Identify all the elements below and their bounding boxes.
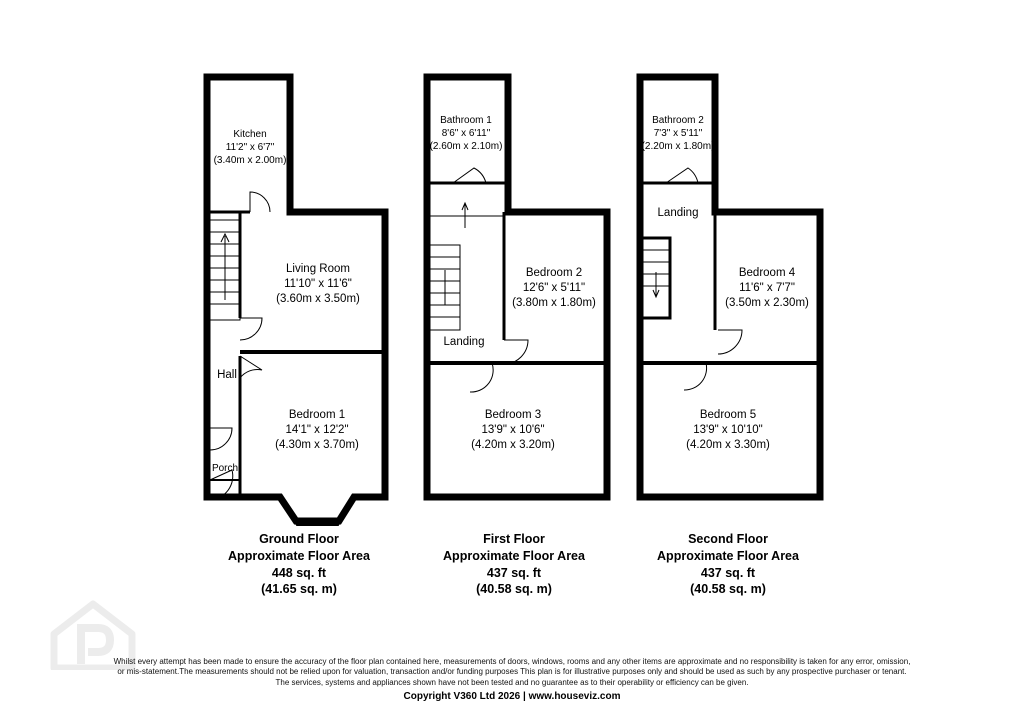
door-bedroom5 (684, 363, 707, 390)
disclaimer: Whilst every attempt has been made to ensure the accuracy of the floor plan contained here, measurements of doors, windows, rooms and any other items are approximate and no responsibility is taken for any error, omission, or mis-statement.The measurements should not be relied upon for valuation, transaction and/or funding purposes This plan is for illustrative purposes only and should be used as such by any prospective purchaser or tenant. The services, systems and appliances shown have not been tested and no guarantee as to their operability or efficiency can be given. (113, 657, 911, 687)
ground-stairs (210, 220, 240, 320)
caption-ground-floor: Ground Floor Approximate Floor Area 448 sq. ft (41.65 sq. m) (228, 532, 370, 597)
door-livingroom (240, 318, 262, 340)
second-stairs (640, 238, 670, 318)
door-bedroom2 (504, 340, 528, 364)
door-bathroom2 (666, 168, 698, 183)
door-bedroom3 (470, 363, 493, 392)
room-label-landing-first: Landing (443, 336, 485, 348)
room-label-hall: Hall (217, 369, 237, 381)
room-label-bathroom-2: Bathroom 2 7'3" x 5'11" (2.20m x 1.80m) (641, 115, 715, 152)
door-porch (210, 428, 232, 450)
door-bathroom1 (453, 168, 486, 183)
first-stairs (430, 203, 504, 330)
room-label-bedroom-5: Bedroom 5 13'9" x 10'10" (4.20m x 3.30m) (686, 409, 770, 451)
copyright: Copyright V360 Ltd 2026 | www.houseviz.com (403, 691, 621, 702)
room-label-bedroom-4: Bedroom 4 11'6" x 7'7" (3.50m x 2.30m) (725, 267, 809, 309)
door-kitchen (250, 192, 270, 212)
room-label-bedroom-1: Bedroom 1 14'1" x 12'2" (4.30m x 3.70m) (275, 409, 359, 451)
room-label-bathroom-1: Bathroom 1 8'6" x 6'11" (2.60m x 2.10m) (429, 115, 503, 152)
room-label-bedroom-3: Bedroom 3 13'9" x 10'6" (4.20m x 3.20m) (471, 409, 555, 451)
room-label-living-room: Living Room 11'10" x 11'6" (3.60m x 3.50m) (276, 263, 360, 305)
room-label-bedroom-2: Bedroom 2 12'6" x 5'11" (3.80m x 1.80m) (512, 267, 596, 309)
caption-first-floor: First Floor Approximate Floor Area 437 sq. ft (40.58 sq. m) (443, 532, 585, 597)
door-bedroom1 (240, 356, 262, 378)
room-label-porch: Porch (211, 463, 239, 474)
caption-second-floor: Second Floor Approximate Floor Area 437 sq. ft (40.58 sq. m) (657, 532, 799, 597)
room-label-landing-second: Landing (657, 207, 699, 219)
room-label-kitchen: Kitchen 11'2" x 6'7" (3.40m x 2.00m) (213, 129, 287, 166)
door-bedroom4 (718, 330, 742, 354)
